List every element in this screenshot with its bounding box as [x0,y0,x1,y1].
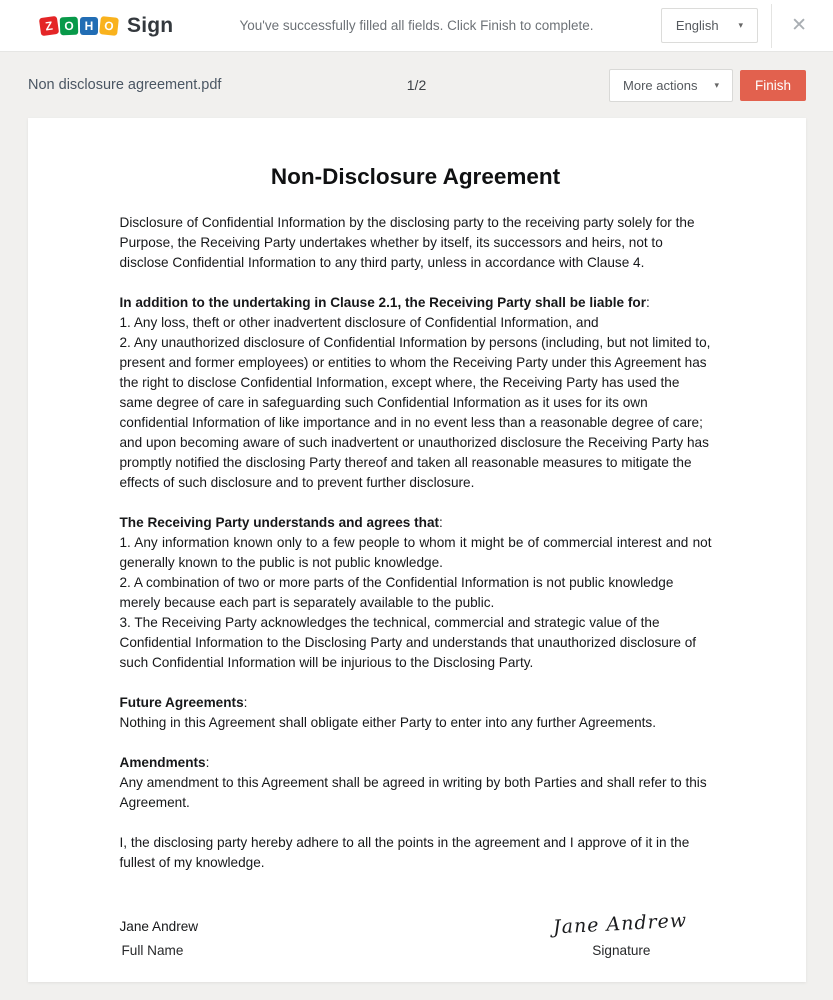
more-actions-label: More actions [623,77,698,93]
document-name: Non disclosure agreement.pdf [28,77,222,93]
logo-brand-text: Sign [127,13,174,37]
list-item: 1. Any information known only to a few people to whom it might be of commercial interest and not generally known to the public is not public knowledge. [119,535,712,570]
closing-paragraph: I, the disclosing party hereby adhere to all the points in the agreement and I approve of it in the fullest of my knowledge. [119,835,690,870]
top-header [0,0,833,52]
full-name-label: Full Name [121,943,184,958]
section-heading-line [120,753,712,773]
list-item: 1. Any loss, theft or other inadvertent disclosure of Confidential Information, and [119,315,599,330]
header-divider [771,4,772,48]
signature-label: Signature [592,943,651,958]
section-heading: Amendments [119,755,206,770]
close-icon: ✕ [791,15,807,36]
logo-tile-o1: O [60,16,79,35]
language-selector[interactable] [661,8,758,43]
header-controls [661,4,833,48]
signature-value: Jane Andrew [552,909,688,939]
heading-colon: : [646,295,650,310]
document-title: Non-Disclosure Agreement [270,164,561,189]
zoho-sign-logo [0,14,173,38]
language-value: English [675,18,719,33]
section-amendments [120,753,712,813]
section-future-agreements [120,693,712,733]
list-item: 2. Any unauthorized disclosure of Confidential Information by persons (including, but not limited to, present and former employees) or entities to whom the Receiving Party under this Agreement has the right to disclose Confidential Information, except where, the Receiving Party has used the same degree of care in safeguarding such Confidential Information as it uses for its own confidential Information of like importance and in no event less than a reasonable degree of care; and upon becoming aware of such inadvertent or unauthorized disclosure the Receiving Party has promptly notified the disclosing Party thereof and taken all reasonable measures to mitigate the effects of such disclosure and to prevent further disclosure. [119,335,711,490]
chevron-down-icon: ▾ [714,79,719,90]
close-button[interactable] [785,14,813,37]
list-item: 2. A combination of two or more parts of the Confidential Information is not public knowledge merely because each part is separately available to the public. [119,575,674,610]
intro-paragraph: Disclosure of Confidential Information by the disclosing party to the receiving party solely for the Purpose, the Receiving Party undertakes whether by itself, its successors and heirs, not to disclose Confidential Information to any third party, unless in accordance with Clause 4. [119,215,695,270]
pdf-page [28,118,806,982]
logo-tile-z: Z [39,15,59,35]
heading-colon: : [205,755,210,770]
full-name-field [120,919,199,958]
logo-tile-h: H [80,17,98,35]
status-message: You've successfully filled all fields. Click Finish to complete. [239,18,594,33]
section-heading: The Receiving Party understands and agrees that [119,515,440,530]
section-heading-line [120,513,712,533]
logo-tile-o2: O [99,16,119,36]
list-item: 3. The Receiving Party acknowledges the technical, commercial and strategic value of the Confidential Information to the Disclosing Party and understands that unauthorized disclosure of such Confidential Information will be injurious to the Disclosing Party. [119,615,697,670]
heading-colon: : [439,515,443,530]
full-name-value: Jane Andrew [119,919,199,934]
more-actions-button[interactable] [609,69,733,102]
list-item: Nothing in this Agreement shall obligate either Party to enter into any further Agreements. [119,715,657,730]
section-understands [120,513,712,673]
signature-field [552,909,711,958]
page-indicator: 1/2 [406,77,427,93]
document-toolbar [0,52,833,118]
finish-button[interactable]: Finish [740,70,806,101]
heading-colon: : [243,695,248,710]
section-heading: Future Agreements [119,695,244,710]
section-heading-line [120,693,712,713]
chevron-down-icon: ▾ [738,20,744,30]
list-item: Any amendment to this Agreement shall be agreed in writing by both Parties and shall refer to this Agreement. [119,775,707,810]
section-liability [120,293,712,493]
section-heading-line [120,293,712,313]
signature-block [119,909,712,958]
section-heading: In addition to the undertaking in Clause 2.1, the Receiving Party shall be liable for [119,295,646,310]
toolbar-actions [609,69,833,102]
